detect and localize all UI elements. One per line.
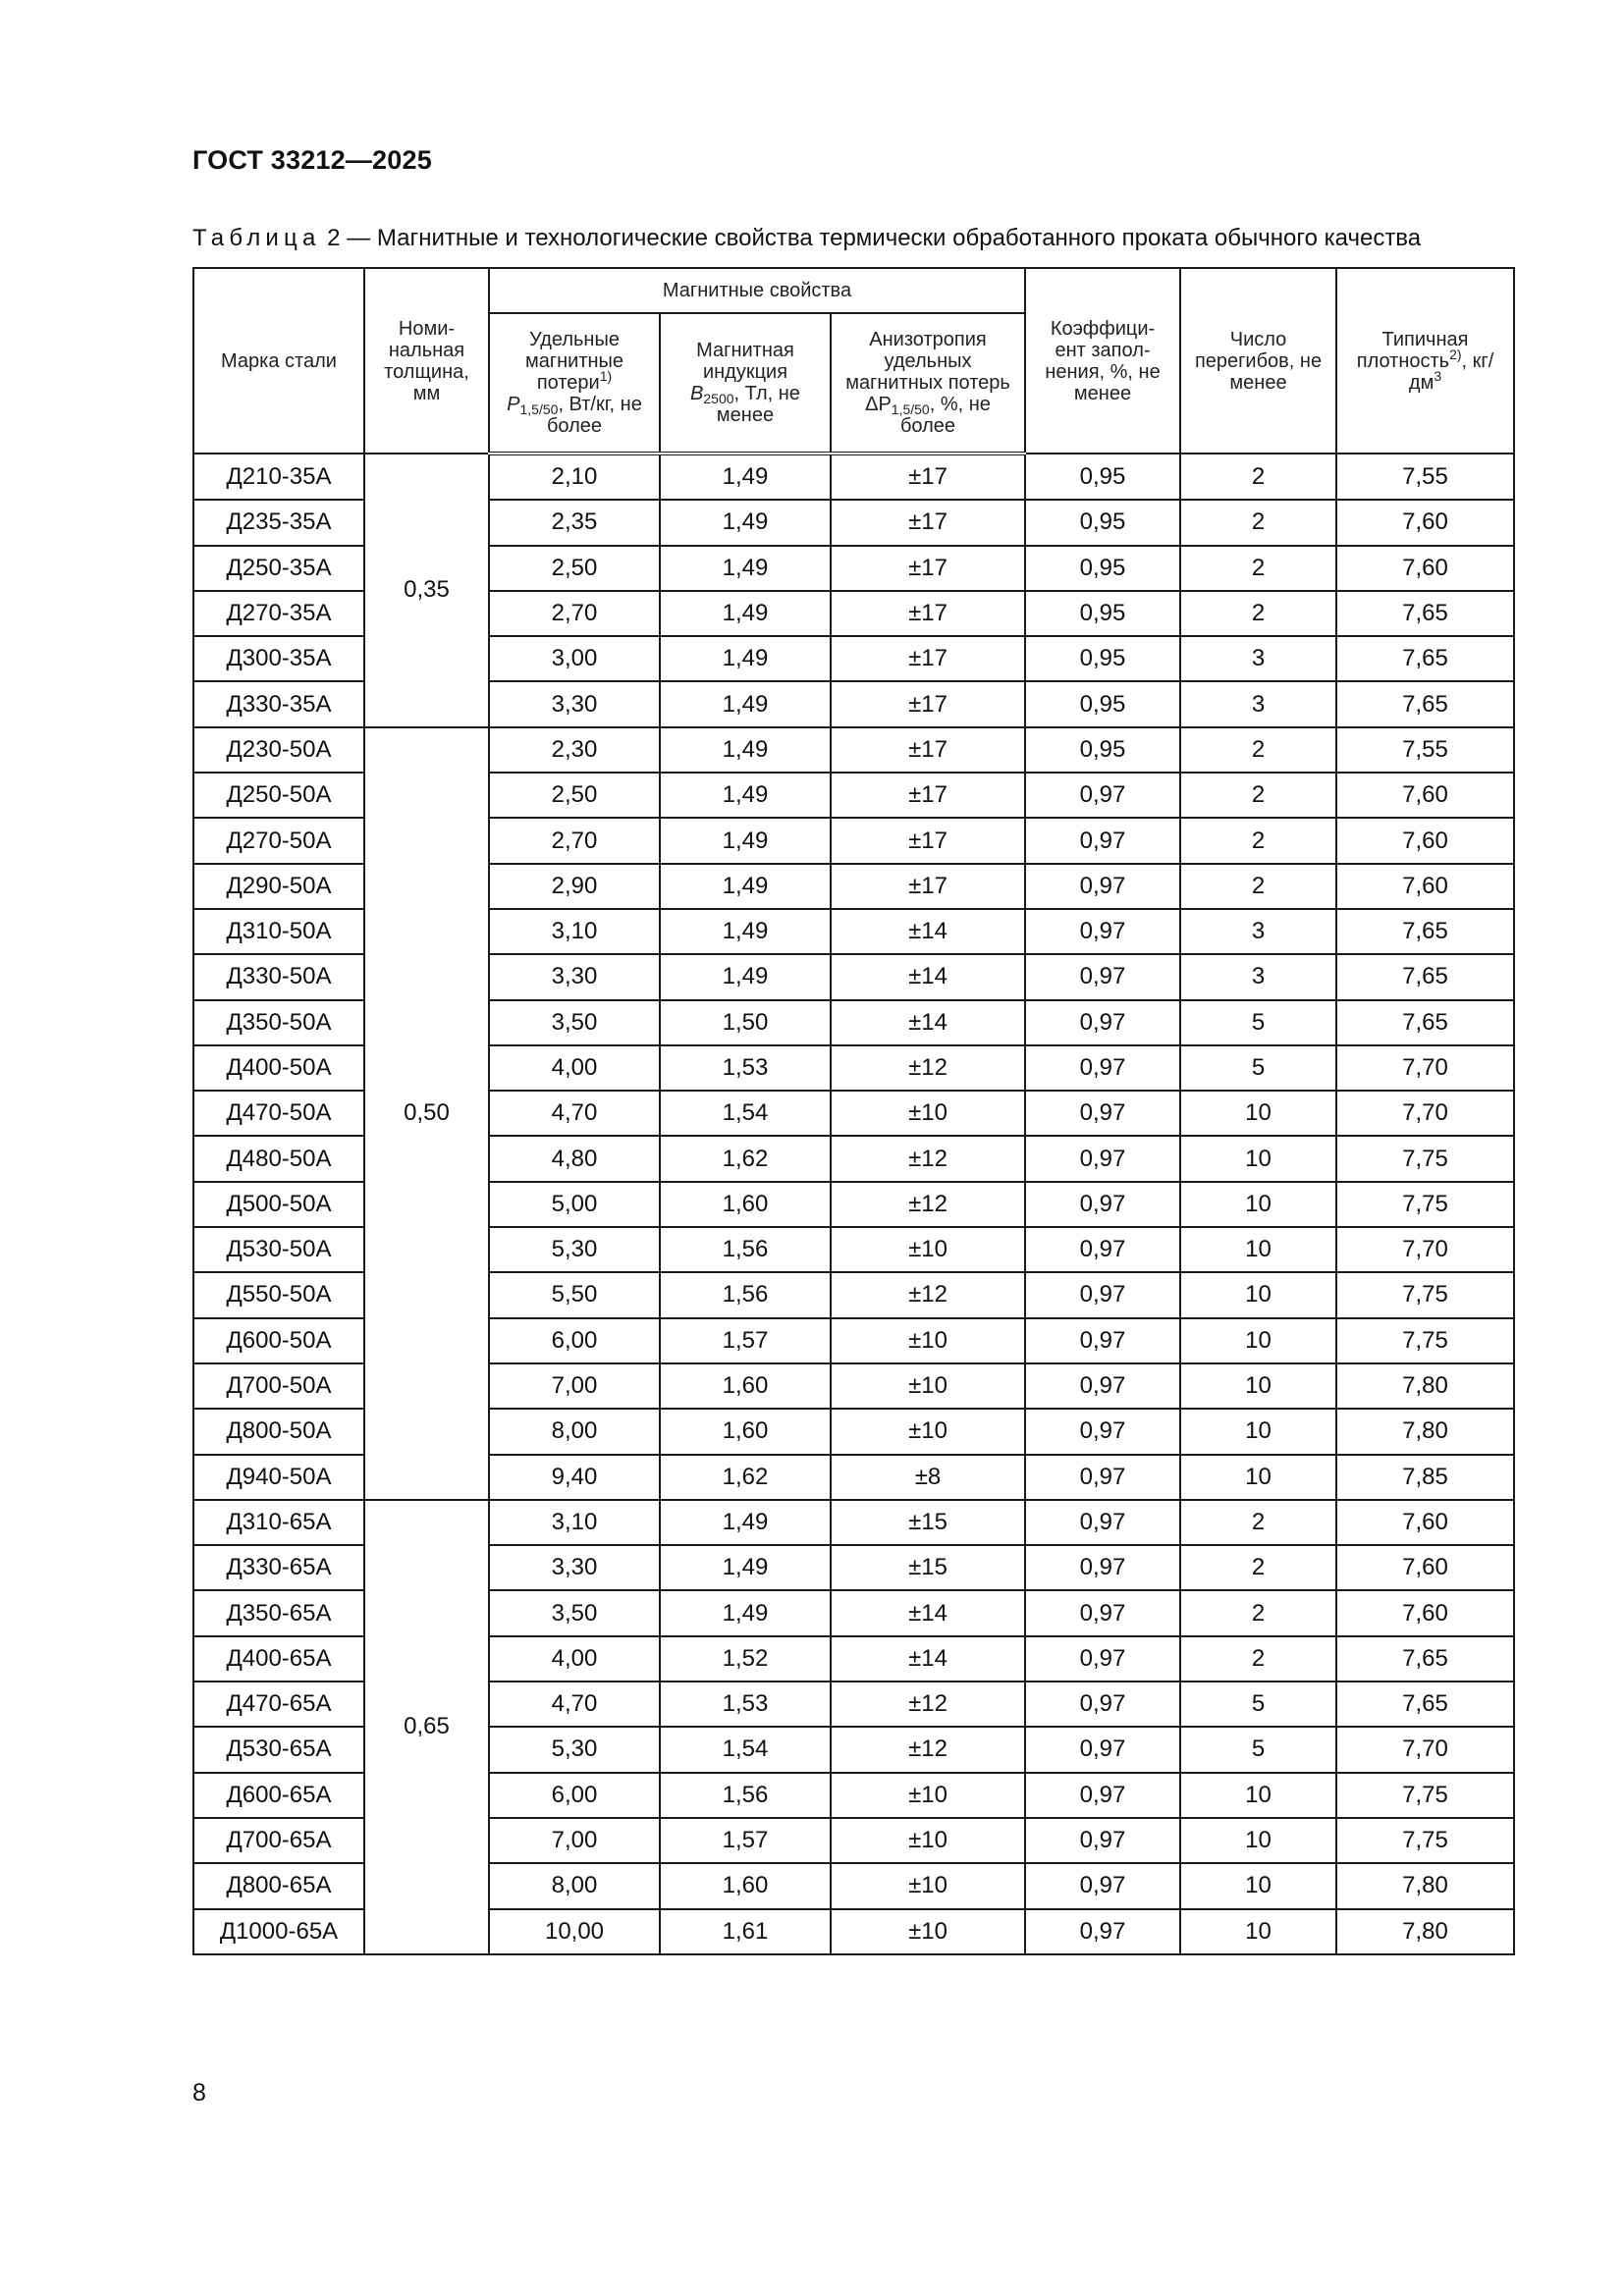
cell-density: 7,75	[1336, 1272, 1514, 1317]
cell-aniso: ±15	[831, 1500, 1025, 1545]
cell-loss: 4,00	[489, 1045, 660, 1091]
cell-fill: 0,97	[1025, 864, 1180, 909]
cell-density: 7,75	[1336, 1318, 1514, 1363]
cell-density: 7,85	[1336, 1455, 1514, 1500]
cell-grade: Д230-50А	[193, 727, 364, 773]
cell-loss: 6,00	[489, 1318, 660, 1363]
cell-induction: 1,49	[660, 591, 831, 636]
cell-aniso: ±10	[831, 1909, 1025, 1954]
col-header-thickness-text: Номи-нальная толщина, мм	[384, 317, 469, 404]
cell-fill: 0,97	[1025, 1545, 1180, 1590]
cell-aniso: ±8	[831, 1455, 1025, 1500]
cell-bends: 2	[1180, 864, 1336, 909]
cell-grade: Д480-50А	[193, 1136, 364, 1181]
cell-aniso: ±10	[831, 1227, 1025, 1272]
cell-aniso: ±14	[831, 909, 1025, 954]
table-caption	[192, 225, 1421, 252]
cell-loss: 10,00	[489, 1909, 660, 1954]
cell-grade: Д800-50А	[193, 1409, 364, 1454]
cell-density: 7,70	[1336, 1727, 1514, 1772]
cell-density: 7,60	[1336, 773, 1514, 818]
cell-grade: Д350-65А	[193, 1590, 364, 1635]
cell-induction: 1,49	[660, 954, 831, 999]
cell-fill: 0,97	[1025, 954, 1180, 999]
cell-grade: Д530-50А	[193, 1227, 364, 1272]
cell-bends: 10	[1180, 1409, 1336, 1454]
cell-bends: 5	[1180, 1727, 1336, 1772]
cell-density: 7,65	[1336, 1682, 1514, 1727]
cell-induction: 1,60	[660, 1363, 831, 1409]
cell-density: 7,75	[1336, 1182, 1514, 1227]
cell-bends: 10	[1180, 1818, 1336, 1863]
cell-grade: Д550-50А	[193, 1272, 364, 1317]
cell-grade: Д330-35А	[193, 681, 364, 726]
cell-density: 7,60	[1336, 546, 1514, 591]
cell-density: 7,65	[1336, 1000, 1514, 1045]
cell-density: 7,80	[1336, 1409, 1514, 1454]
cell-grade: Д500-50А	[193, 1182, 364, 1227]
cell-induction: 1,49	[660, 636, 831, 681]
cell-loss: 3,30	[489, 954, 660, 999]
cell-fill: 0,97	[1025, 1863, 1180, 1908]
cell-grade: Д270-35А	[193, 591, 364, 636]
cell-grade: Д470-65А	[193, 1682, 364, 1727]
col-header-fill-factor-text: Коэффици-ент запол-нения, %, не менее	[1045, 317, 1161, 404]
cell-bends: 10	[1180, 1773, 1336, 1818]
cell-fill: 0,95	[1025, 681, 1180, 726]
cell-grade: Д1000-65А	[193, 1909, 364, 1954]
cell-aniso: ±10	[831, 1773, 1025, 1818]
cell-induction: 1,62	[660, 1455, 831, 1500]
cell-density: 7,60	[1336, 864, 1514, 909]
cell-density: 7,75	[1336, 1136, 1514, 1181]
cell-grade: Д310-50А	[193, 909, 364, 954]
cell-aniso: ±14	[831, 1636, 1025, 1682]
cell-loss: 3,30	[489, 681, 660, 726]
cell-bends: 3	[1180, 909, 1336, 954]
cell-loss: 3,50	[489, 1590, 660, 1635]
cell-density: 7,60	[1336, 1500, 1514, 1545]
cell-fill: 0,97	[1025, 1500, 1180, 1545]
cell-bends: 5	[1180, 1682, 1336, 1727]
cell-loss: 7,00	[489, 1818, 660, 1863]
cell-fill: 0,97	[1025, 1636, 1180, 1682]
cell-aniso: ±10	[831, 1863, 1025, 1908]
loss-subscript: 1,5/50	[519, 401, 559, 417]
cell-grade: Д400-65А	[193, 1636, 364, 1682]
cell-aniso: ±17	[831, 681, 1025, 726]
cell-loss: 3,30	[489, 1545, 660, 1590]
induction-subscript: 2500	[703, 391, 734, 406]
cell-bends: 10	[1180, 1182, 1336, 1227]
cell-loss: 2,70	[489, 591, 660, 636]
cell-thickness: 0,65	[364, 1500, 489, 1954]
cell-bends: 3	[1180, 681, 1336, 726]
loss-unit: , Вт/кг, не более	[546, 394, 642, 437]
col-header-magnetic-group: Магнитные свойства	[489, 268, 1025, 313]
cell-grade: Д270-50А	[193, 818, 364, 863]
cell-loss: 5,30	[489, 1227, 660, 1272]
cell-fill: 0,97	[1025, 1409, 1180, 1454]
cell-fill: 0,97	[1025, 909, 1180, 954]
table-body	[193, 454, 1514, 1954]
cell-loss: 2,35	[489, 500, 660, 545]
cell-bends: 2	[1180, 773, 1336, 818]
cell-bends: 2	[1180, 500, 1336, 545]
cell-loss: 8,00	[489, 1409, 660, 1454]
cell-bends: 10	[1180, 1227, 1336, 1272]
cell-fill: 0,97	[1025, 1272, 1180, 1317]
cell-aniso: ±14	[831, 954, 1025, 999]
density-label: Типичная плотность	[1356, 328, 1469, 372]
cell-bends: 2	[1180, 1636, 1336, 1682]
cell-induction: 1,49	[660, 681, 831, 726]
cell-fill: 0,97	[1025, 773, 1180, 818]
cell-loss: 3,50	[489, 1000, 660, 1045]
cell-loss: 8,00	[489, 1863, 660, 1908]
cell-induction: 1,52	[660, 1636, 831, 1682]
aniso-unit: , %, не более	[899, 394, 991, 437]
cell-fill: 0,97	[1025, 1818, 1180, 1863]
cell-loss: 2,90	[489, 864, 660, 909]
col-header-fill-factor	[1025, 268, 1180, 454]
cell-fill: 0,97	[1025, 1045, 1180, 1091]
cell-induction: 1,49	[660, 818, 831, 863]
cell-bends: 5	[1180, 1045, 1336, 1091]
cell-loss: 9,40	[489, 1455, 660, 1500]
cell-loss: 2,50	[489, 773, 660, 818]
cell-induction: 1,49	[660, 1545, 831, 1590]
col-header-thickness	[364, 268, 489, 454]
cell-induction: 1,49	[660, 727, 831, 773]
cell-loss: 3,00	[489, 636, 660, 681]
loss-symbol: P	[507, 394, 520, 415]
cell-density: 7,80	[1336, 1863, 1514, 1908]
cell-fill: 0,95	[1025, 591, 1180, 636]
cell-loss: 5,50	[489, 1272, 660, 1317]
cell-bends: 10	[1180, 1272, 1336, 1317]
cell-induction: 1,56	[660, 1227, 831, 1272]
cell-aniso: ±17	[831, 864, 1025, 909]
cell-fill: 0,97	[1025, 1773, 1180, 1818]
cell-induction: 1,60	[660, 1863, 831, 1908]
cell-bends: 2	[1180, 591, 1336, 636]
cell-loss: 4,70	[489, 1091, 660, 1136]
cell-aniso: ±10	[831, 1318, 1025, 1363]
cell-grade: Д250-50А	[193, 773, 364, 818]
cell-induction: 1,50	[660, 1000, 831, 1045]
cell-bends: 2	[1180, 727, 1336, 773]
cell-density: 7,65	[1336, 681, 1514, 726]
density-unit: , кг/дм	[1408, 349, 1494, 394]
cell-aniso: ±14	[831, 1000, 1025, 1045]
cell-induction: 1,62	[660, 1136, 831, 1181]
cell-density: 7,80	[1336, 1909, 1514, 1954]
cell-induction: 1,56	[660, 1773, 831, 1818]
cell-density: 7,60	[1336, 818, 1514, 863]
cell-induction: 1,49	[660, 909, 831, 954]
cell-grade: Д330-65А	[193, 1545, 364, 1590]
loss-label: Удельные магнитные потери	[524, 329, 624, 394]
cell-density: 7,60	[1336, 1590, 1514, 1635]
cell-thickness: 0,35	[364, 454, 489, 727]
cell-density: 7,65	[1336, 591, 1514, 636]
cell-aniso: ±17	[831, 636, 1025, 681]
cell-grade: Д600-50А	[193, 1318, 364, 1363]
cell-induction: 1,60	[660, 1182, 831, 1227]
cell-fill: 0,95	[1025, 727, 1180, 773]
cell-induction: 1,49	[660, 1500, 831, 1545]
cell-grade: Д470-50А	[193, 1091, 364, 1136]
cell-grade: Д235-35А	[193, 500, 364, 545]
cell-aniso: ±17	[831, 727, 1025, 773]
cell-grade: Д400-50А	[193, 1045, 364, 1091]
cell-induction: 1,53	[660, 1682, 831, 1727]
cell-loss: 2,10	[489, 454, 660, 500]
cell-bends: 10	[1180, 1909, 1336, 1954]
cell-density: 7,55	[1336, 454, 1514, 500]
cell-aniso: ±12	[831, 1682, 1025, 1727]
cell-loss: 4,80	[489, 1136, 660, 1181]
cell-aniso: ±15	[831, 1545, 1025, 1590]
cell-fill: 0,97	[1025, 1091, 1180, 1136]
page-number: 8	[192, 2079, 206, 2107]
col-header-anisotropy	[831, 313, 1025, 454]
cell-loss: 3,10	[489, 909, 660, 954]
cell-loss: 5,30	[489, 1727, 660, 1772]
cell-bends: 2	[1180, 818, 1336, 863]
cell-fill: 0,97	[1025, 1227, 1180, 1272]
cell-grade: Д210-35А	[193, 454, 364, 500]
cell-bends: 2	[1180, 1500, 1336, 1545]
cell-grade: Д310-65А	[193, 1500, 364, 1545]
cell-induction: 1,61	[660, 1909, 831, 1954]
cell-induction: 1,56	[660, 1272, 831, 1317]
cell-loss: 4,00	[489, 1636, 660, 1682]
cell-grade: Д290-50А	[193, 864, 364, 909]
cell-aniso: ±10	[831, 1363, 1025, 1409]
cell-density: 7,70	[1336, 1045, 1514, 1091]
cell-grade: Д700-65А	[193, 1818, 364, 1863]
cell-aniso: ±10	[831, 1091, 1025, 1136]
col-header-loss	[489, 313, 660, 454]
cell-density: 7,65	[1336, 636, 1514, 681]
cell-density: 7,60	[1336, 1545, 1514, 1590]
cell-density: 7,60	[1336, 500, 1514, 545]
cell-aniso: ±14	[831, 1590, 1025, 1635]
table-row	[193, 1500, 1514, 1545]
cell-fill: 0,97	[1025, 1363, 1180, 1409]
cell-bends: 10	[1180, 1363, 1336, 1409]
cell-density: 7,65	[1336, 909, 1514, 954]
cell-induction: 1,49	[660, 773, 831, 818]
table-row	[193, 727, 1514, 773]
cell-loss: 5,00	[489, 1182, 660, 1227]
cell-density: 7,55	[1336, 727, 1514, 773]
cell-loss: 4,70	[489, 1682, 660, 1727]
cell-grade: Д530-65А	[193, 1727, 364, 1772]
cell-aniso: ±10	[831, 1818, 1025, 1863]
cell-aniso: ±12	[831, 1045, 1025, 1091]
cell-aniso: ±12	[831, 1136, 1025, 1181]
cell-aniso: ±17	[831, 818, 1025, 863]
cell-density: 7,70	[1336, 1227, 1514, 1272]
cell-aniso: ±12	[831, 1727, 1025, 1772]
col-header-density	[1336, 268, 1514, 454]
density-footnote-mark: 2)	[1449, 346, 1462, 362]
cell-bends: 10	[1180, 1091, 1336, 1136]
cell-grade: Д600-65А	[193, 1773, 364, 1818]
cell-grade: Д700-50А	[193, 1363, 364, 1409]
induction-symbol: B	[690, 383, 704, 404]
cell-fill: 0,97	[1025, 1182, 1180, 1227]
cell-density: 7,75	[1336, 1818, 1514, 1863]
cell-fill: 0,95	[1025, 454, 1180, 500]
cell-bends: 2	[1180, 1545, 1336, 1590]
cell-grade: Д330-50А	[193, 954, 364, 999]
cell-fill: 0,95	[1025, 500, 1180, 545]
cell-aniso: ±17	[831, 500, 1025, 545]
cell-induction: 1,57	[660, 1318, 831, 1363]
cell-loss: 3,10	[489, 1500, 660, 1545]
cell-density: 7,80	[1336, 1363, 1514, 1409]
cell-bends: 10	[1180, 1136, 1336, 1181]
table-caption-text: 2 — Магнитные и технологические свойства термически обработанного проката обычного качества	[320, 225, 1422, 251]
cell-bends: 2	[1180, 1590, 1336, 1635]
cell-loss: 6,00	[489, 1773, 660, 1818]
cell-density: 7,70	[1336, 1091, 1514, 1136]
cell-aniso: ±12	[831, 1182, 1025, 1227]
cell-aniso: ±17	[831, 454, 1025, 500]
cell-aniso: ±12	[831, 1272, 1025, 1317]
aniso-label: Анизотропия удельных магнитных потерь ΔP	[845, 329, 1010, 415]
cell-fill: 0,97	[1025, 1000, 1180, 1045]
cell-grade: Д250-35А	[193, 546, 364, 591]
col-header-induction	[660, 313, 831, 454]
cell-loss: 2,70	[489, 818, 660, 863]
cell-fill: 0,97	[1025, 1909, 1180, 1954]
induction-label: Магнитная индукция	[696, 340, 794, 383]
col-header-bends-text: Число перегибов, не менее	[1194, 328, 1323, 394]
cell-fill: 0,95	[1025, 546, 1180, 591]
cell-grade: Д800-65А	[193, 1863, 364, 1908]
cell-thickness: 0,50	[364, 727, 489, 1500]
cell-fill: 0,95	[1025, 636, 1180, 681]
cell-bends: 3	[1180, 636, 1336, 681]
cell-induction: 1,57	[660, 1818, 831, 1863]
cell-fill: 0,97	[1025, 818, 1180, 863]
cell-bends: 10	[1180, 1863, 1336, 1908]
aniso-subscript: 1,5/50	[891, 401, 930, 417]
cell-fill: 0,97	[1025, 1455, 1180, 1500]
cell-grade: Д300-35А	[193, 636, 364, 681]
table-header	[193, 268, 1514, 454]
cell-induction: 1,53	[660, 1045, 831, 1091]
cell-density: 7,75	[1336, 1773, 1514, 1818]
cell-fill: 0,97	[1025, 1136, 1180, 1181]
cell-bends: 2	[1180, 546, 1336, 591]
cell-bends: 10	[1180, 1455, 1336, 1500]
col-header-grade: Марка стали	[193, 268, 364, 454]
cell-induction: 1,60	[660, 1409, 831, 1454]
cell-fill: 0,97	[1025, 1727, 1180, 1772]
cell-loss: 7,00	[489, 1363, 660, 1409]
cell-induction: 1,54	[660, 1727, 831, 1772]
cell-bends: 2	[1180, 454, 1336, 500]
cell-aniso: ±10	[831, 1409, 1025, 1454]
density-unit-power: 3	[1434, 367, 1442, 384]
cell-bends: 10	[1180, 1318, 1336, 1363]
cell-induction: 1,54	[660, 1091, 831, 1136]
cell-induction: 1,49	[660, 864, 831, 909]
col-header-bends	[1180, 268, 1336, 454]
cell-induction: 1,49	[660, 454, 831, 500]
cell-density: 7,65	[1336, 1636, 1514, 1682]
cell-loss: 2,30	[489, 727, 660, 773]
cell-aniso: ±17	[831, 591, 1025, 636]
document-header: ГОСТ 33212—2025	[192, 145, 432, 175]
induction-unit: , Тл, не менее	[716, 383, 800, 426]
cell-grade: Д350-50А	[193, 1000, 364, 1045]
cell-fill: 0,97	[1025, 1590, 1180, 1635]
table-caption-label: Таблица	[192, 225, 321, 251]
cell-bends: 5	[1180, 1000, 1336, 1045]
cell-aniso: ±17	[831, 773, 1025, 818]
cell-grade: Д940-50А	[193, 1455, 364, 1500]
table-row	[193, 454, 1514, 500]
cell-loss: 2,50	[489, 546, 660, 591]
cell-aniso: ±17	[831, 546, 1025, 591]
cell-fill: 0,97	[1025, 1682, 1180, 1727]
cell-fill: 0,97	[1025, 1318, 1180, 1363]
cell-induction: 1,49	[660, 546, 831, 591]
properties-table	[192, 267, 1515, 1955]
cell-density: 7,65	[1336, 954, 1514, 999]
cell-induction: 1,49	[660, 1590, 831, 1635]
cell-bends: 3	[1180, 954, 1336, 999]
loss-footnote-mark: 1)	[599, 368, 613, 384]
cell-induction: 1,49	[660, 500, 831, 545]
